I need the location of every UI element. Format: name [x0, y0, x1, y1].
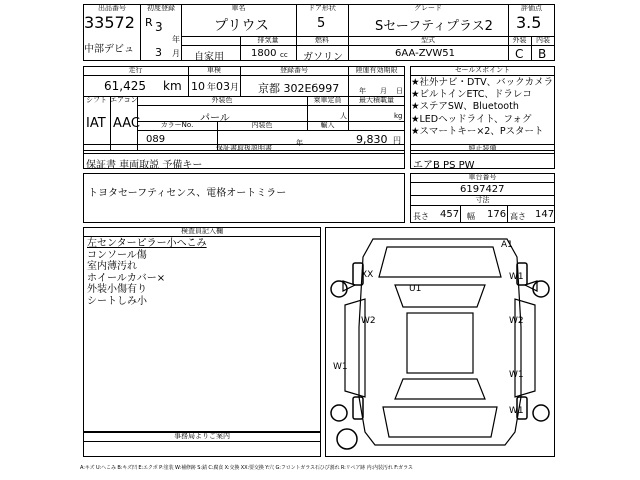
office-line — [83, 441, 321, 442]
car-side-left — [345, 299, 365, 397]
colorno-value: 089 — [146, 134, 166, 145]
load-unit: kg — [394, 112, 403, 120]
intcolor-label: 内装色 — [251, 121, 273, 129]
wheel-rear-left — [353, 397, 363, 419]
score-label: 評価点 — [521, 4, 542, 12]
maker-label: 中部デビュ — [84, 44, 134, 55]
int-value: B — [538, 47, 547, 61]
car-trunk — [383, 407, 497, 437]
car-name: プリウス — [214, 18, 270, 34]
frame-label: 車台番号 — [468, 173, 497, 181]
inspection-line — [83, 236, 321, 237]
lot-label: 出品番号 — [98, 4, 126, 12]
colorno-label: カラーNo. — [160, 121, 194, 129]
inspection-label: 車検 — [207, 66, 221, 74]
spare-wheel — [337, 429, 357, 449]
sales-point-item: ★社外ナビ・DTV、バックカメラ — [411, 77, 554, 88]
capacity-unit: 人 — [340, 112, 347, 120]
sales-points-label: セールスポイント — [454, 66, 511, 74]
disp-label: 排気量 — [257, 36, 279, 44]
office-label: 事務局よりご案内 — [174, 432, 230, 440]
inspection-note: 外装小傷有り — [87, 284, 147, 295]
frame-line-3 — [410, 205, 555, 206]
car-roof — [407, 313, 473, 373]
side-wheel-rear-left — [331, 405, 347, 421]
door-label: ドア形状 — [308, 4, 336, 12]
import-unit: 年 — [296, 139, 303, 147]
expiry-year-unit: 年 — [359, 87, 366, 95]
length-value: 457 — [440, 209, 460, 220]
header-sublabel-line — [181, 45, 555, 46]
reg-label: 初度登録 — [147, 4, 175, 12]
mark-xx: XX — [361, 270, 374, 280]
mileage-label: 走行 — [128, 66, 143, 74]
reg-era: R — [145, 16, 153, 29]
color-value: パール — [200, 113, 230, 124]
reg-month-unit: 月 — [172, 49, 180, 58]
plate-value: 京都 302Eб997 — [258, 82, 340, 95]
int-label: 内装 — [536, 36, 550, 44]
sales-point-item: ★ビルトインETC、ドラレコ — [411, 89, 532, 101]
height-value: 147 — [535, 209, 555, 220]
mark-w2-left: W2 — [361, 316, 376, 326]
inspection-note: コンソール傷 — [87, 249, 147, 261]
mark-w1-right: W1 — [509, 370, 524, 380]
side-wheel-front-right — [533, 281, 549, 297]
mark-u1: U1 — [409, 284, 422, 294]
ac-value: AAC — [113, 116, 140, 131]
capacity-label: 乗車定員 — [313, 96, 342, 104]
shift-value: IAT — [86, 116, 106, 131]
ac-label: エアコン — [110, 96, 138, 104]
genuine-value: エアB PS PW — [413, 160, 475, 171]
inspection-note: シートしみ小 — [87, 295, 147, 307]
sales-point-item: ★スマートキー×2、Pスタート — [411, 125, 544, 137]
width-value: 176 — [487, 209, 507, 220]
mileage-unit: km — [163, 79, 182, 93]
side-wheel-front-left — [331, 281, 347, 297]
inspection-note: 室内薄汚れ — [87, 261, 137, 272]
sales-point-item: ★ステアSW、Bluetooth — [411, 101, 519, 113]
mark-w1-left: W1 — [333, 362, 348, 372]
name-label: 車名 — [231, 4, 246, 12]
lot-number: 33572 — [84, 13, 135, 32]
expiry-month-unit: 月 — [380, 87, 387, 95]
length-label: 長さ — [413, 212, 429, 221]
load-label: 最大積載量 — [359, 96, 394, 104]
mark-w2-right: W2 — [509, 316, 524, 326]
dims-div-1 — [460, 205, 461, 223]
spec-line-5 — [137, 130, 405, 131]
car-side-right — [515, 299, 535, 397]
expiry-label: 陸運有効期限 — [355, 66, 398, 74]
fuel-value: ガソリン — [303, 52, 343, 63]
insp-month: 03 — [216, 80, 230, 93]
ext-label: 外装 — [512, 36, 527, 44]
inspection-notes — [87, 238, 207, 307]
price-unit: 円 — [393, 136, 401, 145]
plate-label: 登録番号 — [280, 66, 308, 74]
insp-year: 10 — [191, 80, 205, 93]
spec-line-1 — [83, 75, 405, 76]
dims-label: 寸法 — [475, 196, 490, 204]
warranty-label: 保証書取扱説明書 — [216, 144, 272, 152]
expiry-day-unit: 日 — [396, 87, 403, 95]
price-value: 9,830 — [356, 133, 388, 146]
sales-point-item: ★LEDヘッドライト、フォグ — [411, 113, 532, 125]
car-hood — [379, 247, 501, 277]
mark-w1-front: W1 — [509, 272, 524, 282]
insp-year-unit: 年 — [207, 83, 217, 93]
inspection-note: ホイールカバー× — [87, 272, 166, 284]
inspection-label: 検査員記入欄 — [181, 227, 223, 235]
frame-value: 6197427 — [460, 184, 505, 195]
ext-value: C — [515, 47, 524, 61]
mark-a1: A1 — [501, 240, 513, 250]
sales-points-list — [411, 77, 553, 138]
insp-month-unit: 月 — [230, 83, 240, 93]
mark-w1-rear: W1 — [509, 406, 524, 416]
reg-year-unit: 年 — [172, 35, 180, 44]
shift-label: シフト — [86, 96, 107, 104]
fuel-label: 燃料 — [315, 36, 329, 44]
reg-month: 3 — [155, 46, 162, 59]
options-value: トヨタセーフティセンス、電格オートミラー — [88, 188, 287, 199]
width-label: 幅 — [467, 212, 475, 221]
genuine-line — [410, 153, 555, 154]
mileage-value: 61,425 — [104, 79, 146, 93]
genuine-label: 純正装備 — [468, 144, 497, 152]
warranty-line — [83, 153, 405, 154]
disp-unit: cc — [280, 51, 288, 59]
side-wheel-rear-right — [533, 405, 549, 421]
height-label: 高さ — [510, 212, 526, 221]
dims-div-2 — [507, 205, 508, 223]
disp-value: 1800 — [251, 48, 277, 59]
legend-text: A:キズ U:へこみ B:キズ凹 E:エクボ P:塗装 W:補修跡 S:錆 C:腐食 X:交換 XX:要交換 Y:穴 G:フロントガラス石ひび割れ R:リペア跡 内:内装汚れ F:ガラス — [80, 465, 413, 471]
model-value: 6AA-ZVW51 — [395, 48, 456, 59]
car-diagram — [325, 227, 555, 457]
sales-points-line — [410, 75, 555, 76]
door-value: 5 — [317, 16, 326, 31]
usage-value: 自家用 — [194, 52, 224, 63]
reg-year: 3 — [155, 20, 163, 34]
inspection-note: 左センターピラー小へこみ — [87, 238, 207, 249]
model-label: 型式 — [421, 36, 435, 44]
color-label: 外装色 — [211, 96, 233, 104]
warranty-value: 保証書 車両取説 予備キー — [86, 160, 203, 171]
car-body-outline — [359, 239, 521, 445]
grade-value: Sセーフティプラス2 — [375, 19, 493, 34]
score-value: 3.5 — [516, 13, 542, 32]
car-rear-window — [395, 379, 485, 399]
grade-label: グレード — [414, 4, 442, 12]
import-label: 輸入 — [320, 121, 335, 129]
spec-line-3 — [137, 105, 405, 106]
frame-line-1 — [410, 182, 555, 183]
